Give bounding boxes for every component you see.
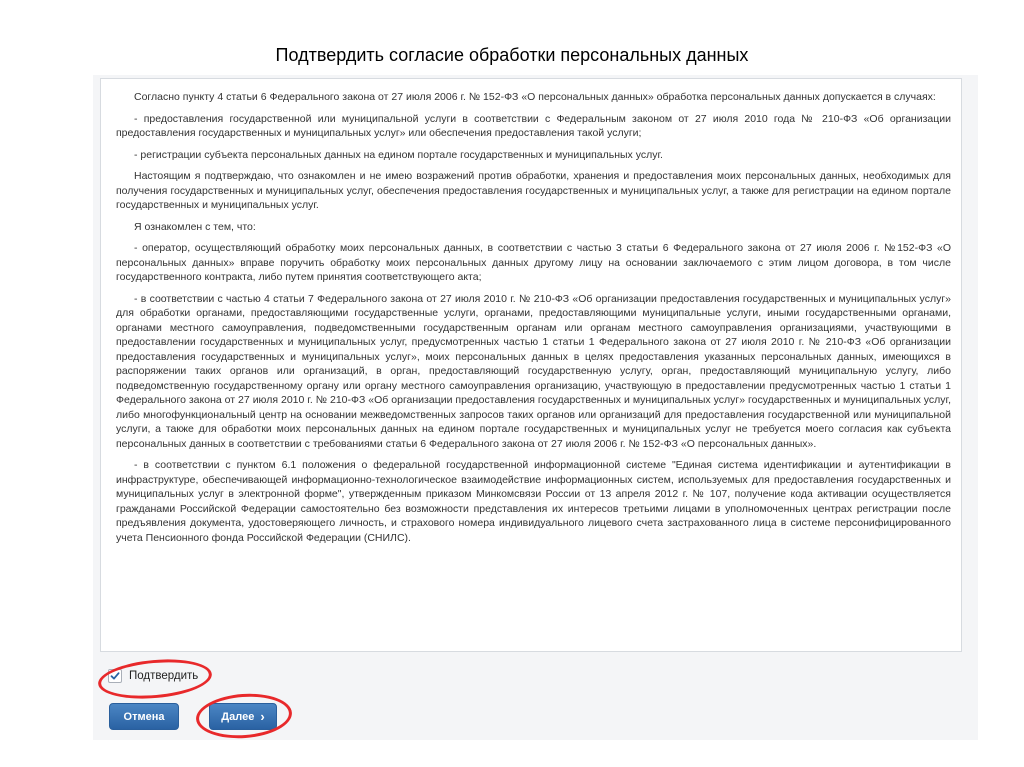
next-button[interactable] (209, 703, 277, 730)
consent-label[interactable]: Подтвердить (129, 670, 199, 682)
consent-paragraph-4: Настоящим я подтверждаю, что ознакомлен и не имею возражений против обработки, хранения и предоставления моих персональных данных, необходимых для получения государственных и муниципальных услуг, обеспечения предоставления государственных и муниципальных услуг, а также для регистрации на едином портале государственных и муниципальных услуг. (116, 170, 951, 211)
cancel-button[interactable] (109, 703, 179, 730)
consent-paragraph-1: Согласно пункту 4 статьи 6 Федерального закона от 27 июля 2006 г. № 152-ФЗ «О персональных данных» обработка персональных данных допускается в случаях: (134, 91, 936, 103)
consent-paragraph-8: - в соответствии с пунктом 6.1 положения о федеральной государственной информационной системе "Единая система идентификации и аутентификации в инфраструктуре, обеспечивающей информационно-технологическое взаимодействие информационных систем, используемых для предоставления государственных и муниципальных услуг в электронной форме", утвержденным приказом Минкомсвязи России от 13 апреля 2012 г. № 107, получение кода активации осуществляется гражданами Российской Федерации самостоятельно без возможности представления их интересов третьими лицами в уполномоченных центрах регистрации после предъявления документа, удостоверяющего личность, и страхового номера индивидуального лицевого счета застрахованного лица в системе персонифицированного учета Пенсионного фонда Российской Федерации (СНИЛС). (116, 459, 951, 544)
consent-text-panel (100, 78, 962, 652)
consent-paragraph-6: - оператор, осуществляющий обработку моих персональных данных, в соответствии с частью 3 статьи 6 Федерального закона от 27 июля 2006 г. №152-ФЗ «О персональных данных» вправе поручить обработку моих персональных данных другому лицу на основании заключаемого с этим лицом договора, в том числе государственного контракта, либо путем принятия соответствующего акта; (116, 242, 951, 283)
consent-paragraph-3: - регистрации субъекта персональных данных на едином портале государственных и муниципальных услуг. (134, 148, 663, 161)
consent-paragraph-2: - предоставления государственной или муниципальной услуги в соответствии с Федеральным законом от 27 июля 2010 года № 210-ФЗ «Об организации предоставления государственных и муниципальных услуг» или обеспечения предоставления такой услуги; (116, 112, 951, 139)
page-title: Подтвердить согласие обработки персональных данных (275, 45, 749, 65)
checkmark-icon (110, 671, 120, 681)
consent-paragraph-7: - в соответствии с частью 4 статьи 7 Федерального закона от 27 июля 2010 г. № 210-ФЗ «Об организации предоставления государственных и муниципальных услуг» для обработки органами, предоставляющими государственные услуги, органами, предоставляющими муниципальные услуги, иными государственными органами, органами местного самоуправления, подведомственными государственным органам или органам местного самоуправления организациями, участвующими в предоставлении государственных и муниципальных услуг, предусмотренных частью 1 статьи 1 Федерального закона от 27 июля 2010 г. № 210-ФЗ «Об организации предоставления государственных и муниципальных услуг», моих персональных данных в целях предоставления указанных персональных данных, имеющихся в распоряжении таких органов или организаций, в орган, предоставляющий государственную услугу, орган, предоставляющий муниципальную услугу, либо подведомственную государственному органу или органу местного самоуправления организацию, участвующую в предоставлении предусмотренных частью 1 статьи 1 Федерального закона от 27 июля 2010 г. № 210-ФЗ «Об организации предоставления государственных и муниципальных услуг» государственных и муниципальных услуг, либо многофункциональный центр на основании межведомственных запросов таких органов или организаций для предоставления государственной или муниципальной услуги, а также для обработки моих персональных данных на едином портале государственных и муниципальных услуг не требуется моего согласия как субъекта персональных данных в соответствии с требованиями статьи 6 Федерального закона от 27 июля 2006 г. № 152-ФЗ «О персональных данных». (116, 292, 951, 450)
consent-checkbox-row[interactable] (108, 666, 198, 686)
next-button-label: Далее (221, 710, 255, 723)
consent-paragraph-5: Я ознакомлен с тем, что: (134, 220, 256, 233)
consent-checkbox[interactable] (108, 669, 122, 683)
cancel-button-label: Отмена (123, 710, 165, 723)
chevron-right-icon: › (260, 709, 265, 724)
